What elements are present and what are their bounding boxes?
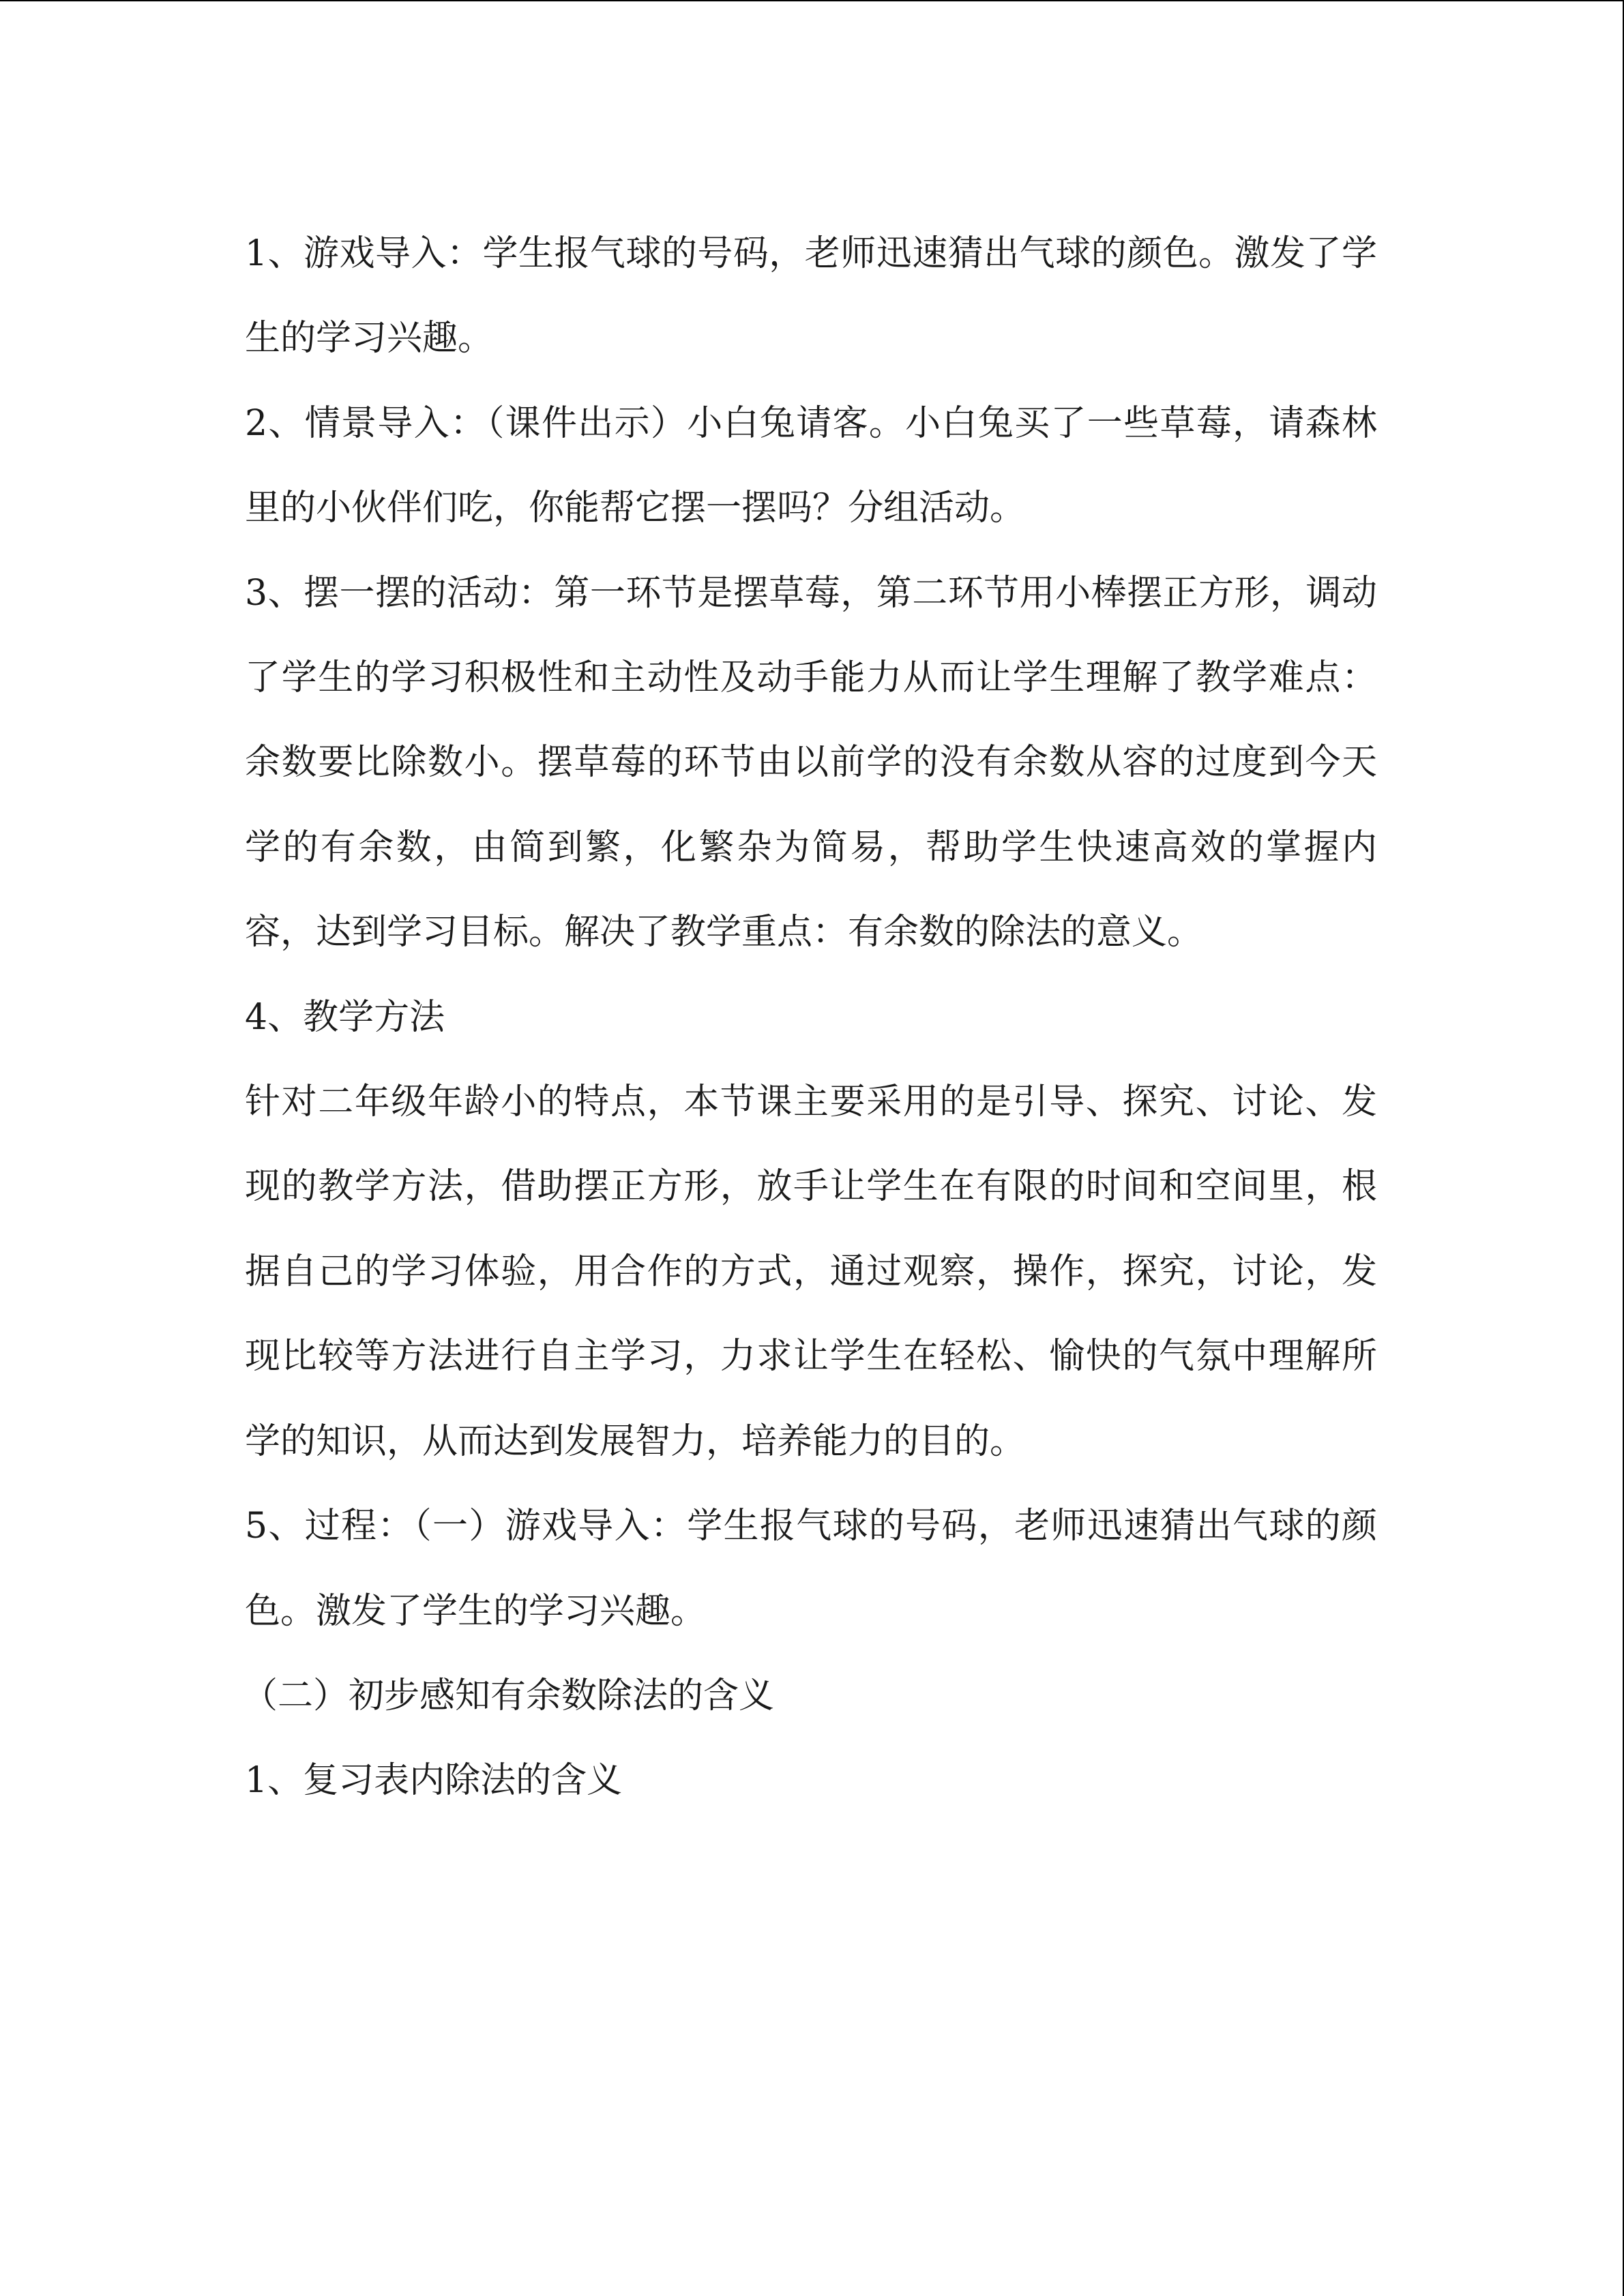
paragraph-scenario-intro: 2、情景导入：（课件出示）小白兔请客。小白兔买了一些草莓，请森林里的小伙伴们吃，你能帮它摆一摆吗？分组活动。 xyxy=(245,402,1377,529)
paragraph-subsection-heading: （二）初步感知有余数除法的含义 xyxy=(242,1675,775,1716)
paragraph-teaching-method-body: 针对二年级年龄小的特点，本节课主要采用的是引导、探究、讨论、发现的教学方法，借助摆正方形，放手让学生在有限的时间和空间里，根据自己的学习体验，用合作的方式，通过观察，操作，探究，讨论，发现比较等方法进行自主学习，力求让学生在轻松、愉快的气氛中理解所学的知识，从而达到发展智力，培养能力的目的。 xyxy=(245,1082,1377,1462)
paragraph-teaching-method-heading: 4、教学方法 xyxy=(245,996,445,1038)
paragraph-game-intro: 1、游戏导入：学生报气球的号码，老师迅速猜出气球的颜色。激发了学生的学习兴趣。 xyxy=(245,233,1377,359)
paragraph-review-heading: 1、复习表内除法的含义 xyxy=(245,1760,623,1802)
document-body xyxy=(242,211,1377,1823)
paragraph-process: 5、过程：（一）游戏导入：学生报气球的号码，老师迅速猜出气球的颜色。激发了学生的学习兴趣。 xyxy=(245,1506,1377,1632)
paragraph-arrange-activity: 3、摆一摆的活动：第一环节是摆草莓，第二环节用小棒摆正方形，调动了学生的学习积极性和主动性及动手能力从而让学生理解了教学难点：余数要比除数小。摆草莓的环节由以前学的没有余数从容的过度到今天学的有余数，由简到繁，化繁杂为简易，帮助学生快速高效的掌握内容，达到学习目标。解决了教学重点：有余数的除法的意义。 xyxy=(245,572,1377,953)
